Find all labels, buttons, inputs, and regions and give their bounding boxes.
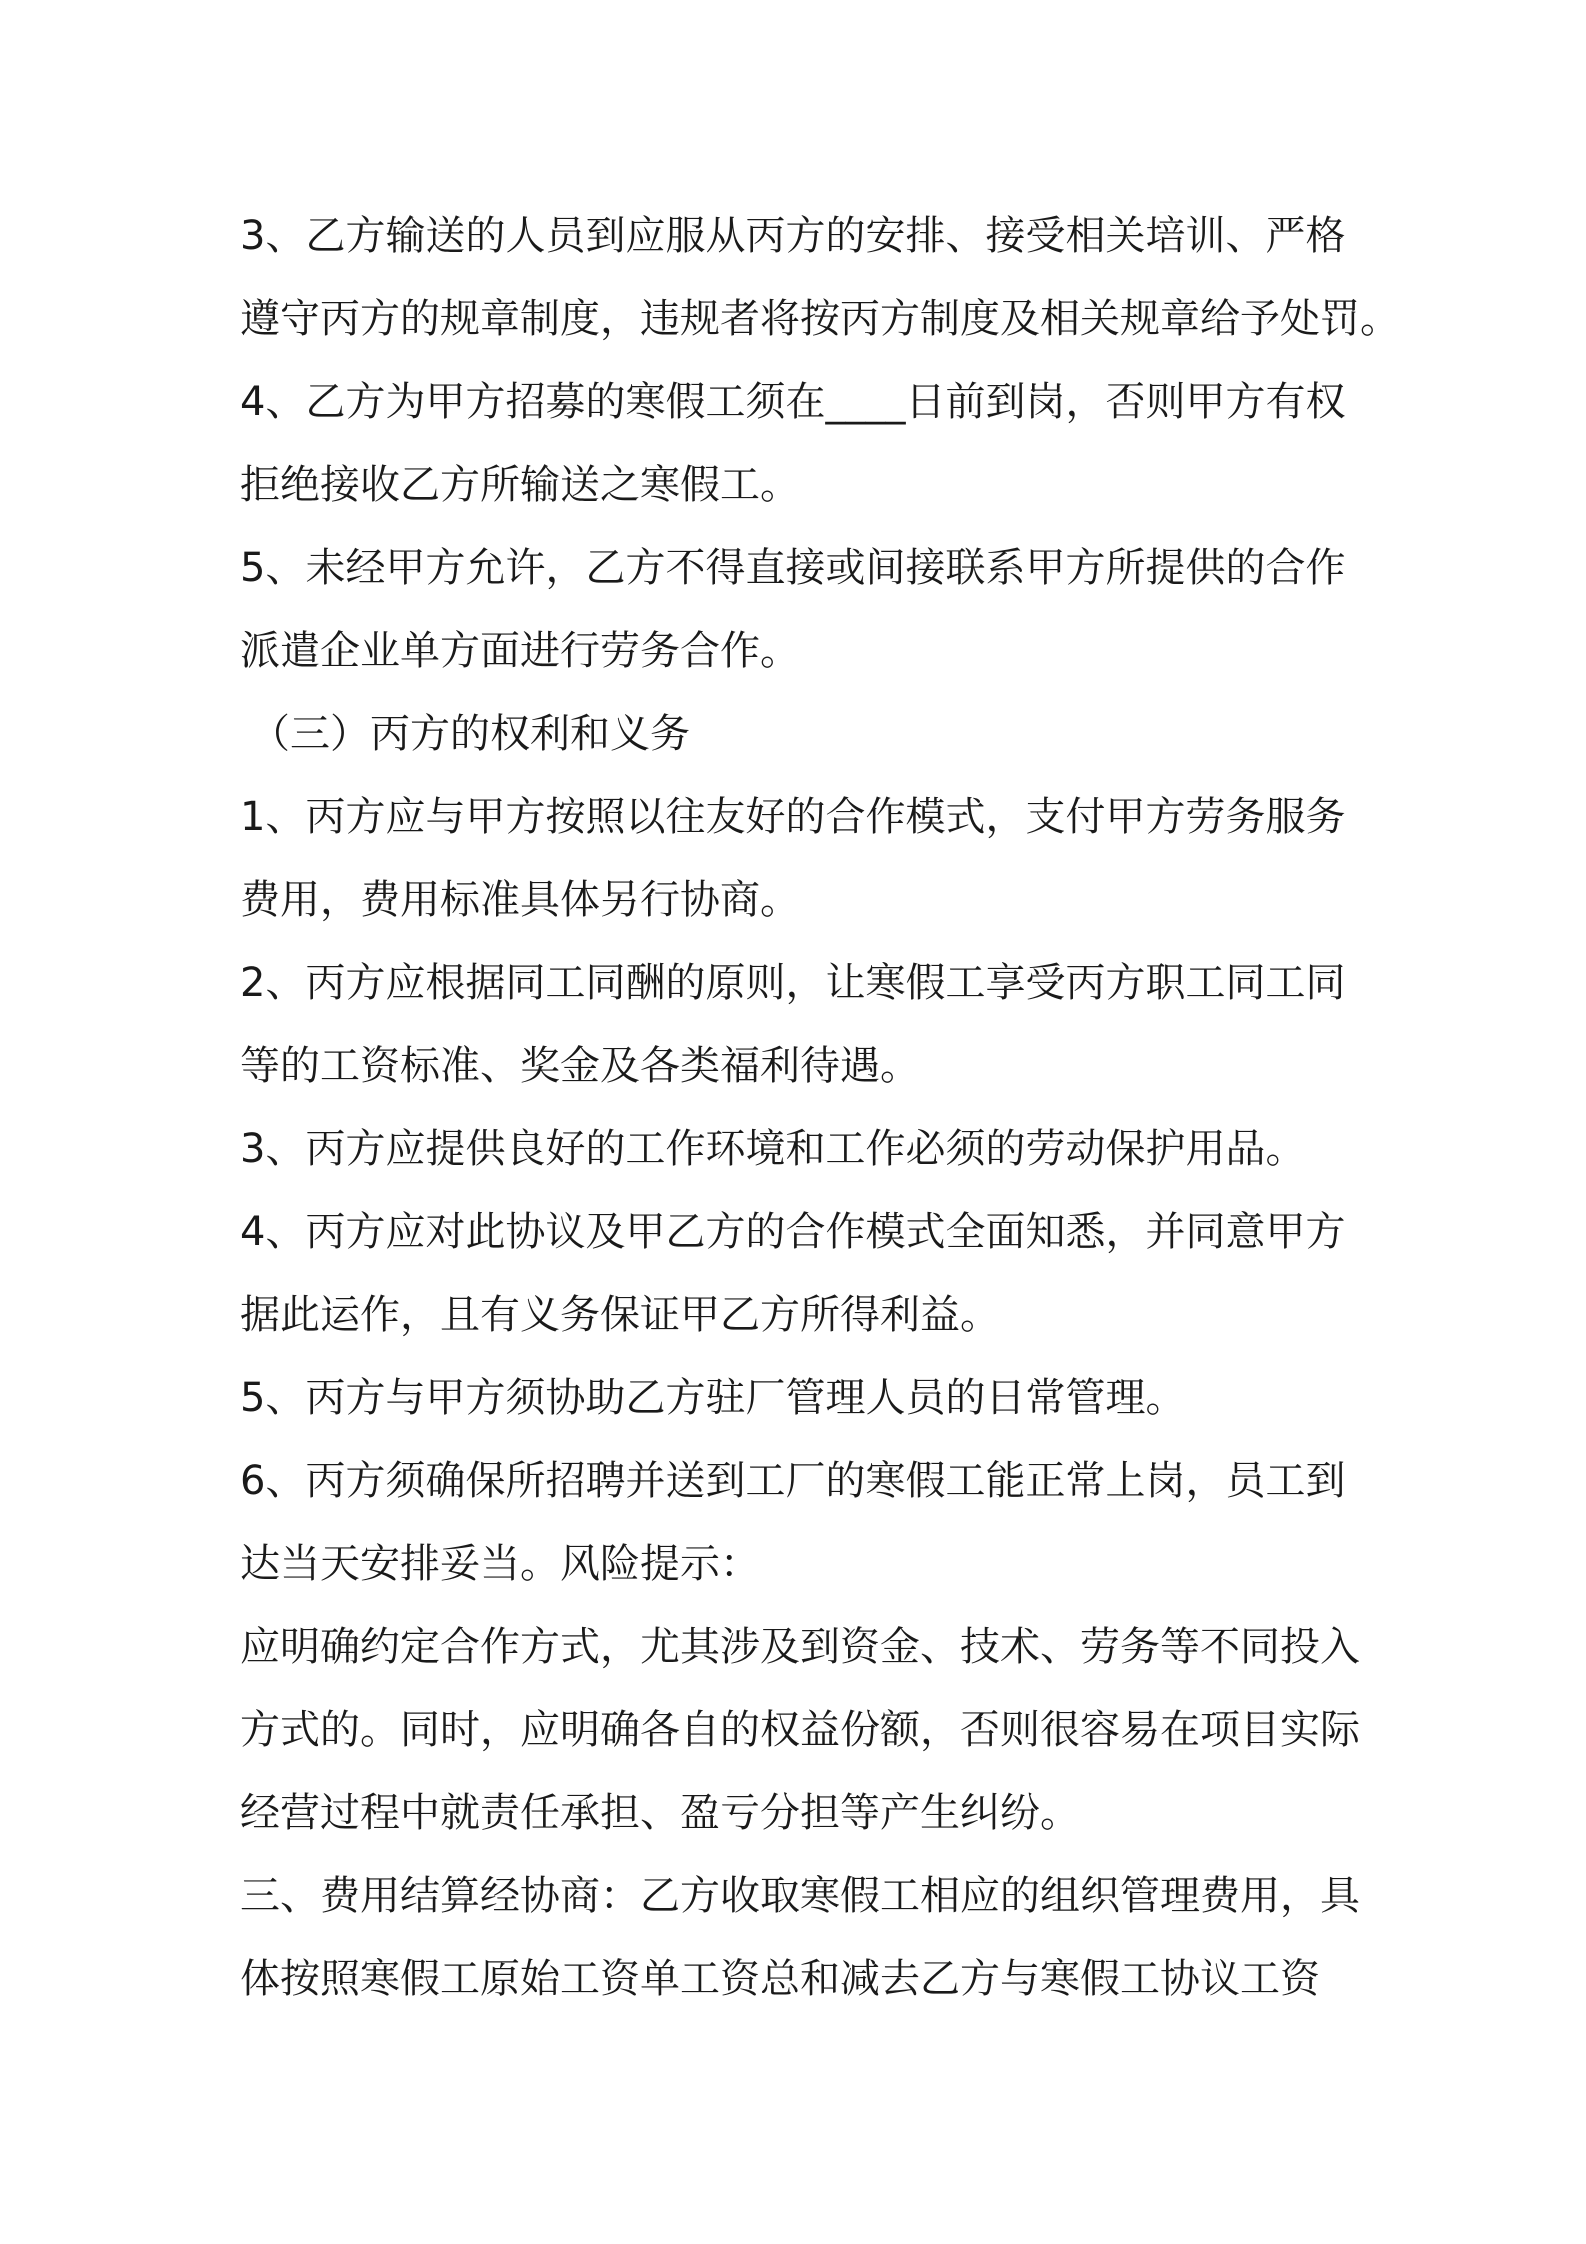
- text-line: 5、丙方与甲方须协助乙方驻厂管理人员的日常管理。: [240, 1375, 1186, 1421]
- text-line: 达当天安排妥当。风险提示：: [240, 1541, 760, 1587]
- document-body: [240, 195, 1400, 2021]
- text-line: 派遣企业单方面进行劳务合作。: [240, 628, 800, 674]
- clause-c-4: [240, 1191, 1380, 1357]
- clause-c-6: [240, 1440, 1380, 1606]
- text-line: 4、乙方为甲方招募的寒假工须在____日前到岗，否则甲方有权: [240, 379, 1346, 425]
- clause-b-5: [240, 527, 1380, 693]
- section-heading-text: （三）丙方的权利和义务: [250, 711, 690, 757]
- text-line: 费用，费用标准具体另行协商。: [240, 877, 800, 923]
- text-line: 方式的。同时，应明确各自的权益份额，否则很容易在项目实际: [240, 1707, 1360, 1753]
- text-line: 4、丙方应对此协议及甲乙方的合作模式全面知悉，并同意甲方: [240, 1209, 1346, 1255]
- section-heading-c: [240, 693, 1380, 776]
- clause-b-4: [240, 361, 1380, 527]
- text-line: 拒绝接收乙方所输送之寒假工。: [240, 462, 800, 508]
- text-line: 经营过程中就责任承担、盈亏分担等产生纠纷。: [240, 1790, 1080, 1836]
- risk-note: [240, 1606, 1380, 1855]
- clause-c-5: [240, 1357, 1380, 1440]
- clause-b-3: [240, 195, 1400, 361]
- text-line: 6、丙方须确保所招聘并送到工厂的寒假工能正常上岗，员工到: [240, 1458, 1346, 1504]
- text-line: 据此运作，且有义务保证甲乙方所得利益。: [240, 1292, 1000, 1338]
- clause-c-2: [240, 942, 1380, 1108]
- text-line: 5、未经甲方允许，乙方不得直接或间接联系甲方所提供的合作: [240, 545, 1346, 591]
- text-line: 三、费用结算经协商：乙方收取寒假工相应的组织管理费用，具: [240, 1873, 1360, 1919]
- section-three-fee-settlement: [240, 1855, 1380, 2021]
- text-line: 遵守丙方的规章制度，违规者将按丙方制度及相关规章给予处罚。: [240, 296, 1400, 342]
- text-line: 1、丙方应与甲方按照以往友好的合作模式，支付甲方劳务服务: [240, 794, 1346, 840]
- text-line: 等的工资标准、奖金及各类福利待遇。: [240, 1043, 920, 1089]
- clause-c-3: [240, 1108, 1380, 1191]
- text-line: 应明确约定合作方式，尤其涉及到资金、技术、劳务等不同投入: [240, 1624, 1360, 1670]
- text-line: 3、丙方应提供良好的工作环境和工作必须的劳动保护用品。: [240, 1126, 1306, 1172]
- text-line: 2、丙方应根据同工同酬的原则，让寒假工享受丙方职工同工同: [240, 960, 1346, 1006]
- text-line: 3、乙方输送的人员到应服从丙方的安排、接受相关培训、严格: [240, 213, 1346, 259]
- text-line: 体按照寒假工原始工资单工资总和减去乙方与寒假工协议工资: [240, 1956, 1320, 2002]
- clause-c-1: [240, 776, 1380, 942]
